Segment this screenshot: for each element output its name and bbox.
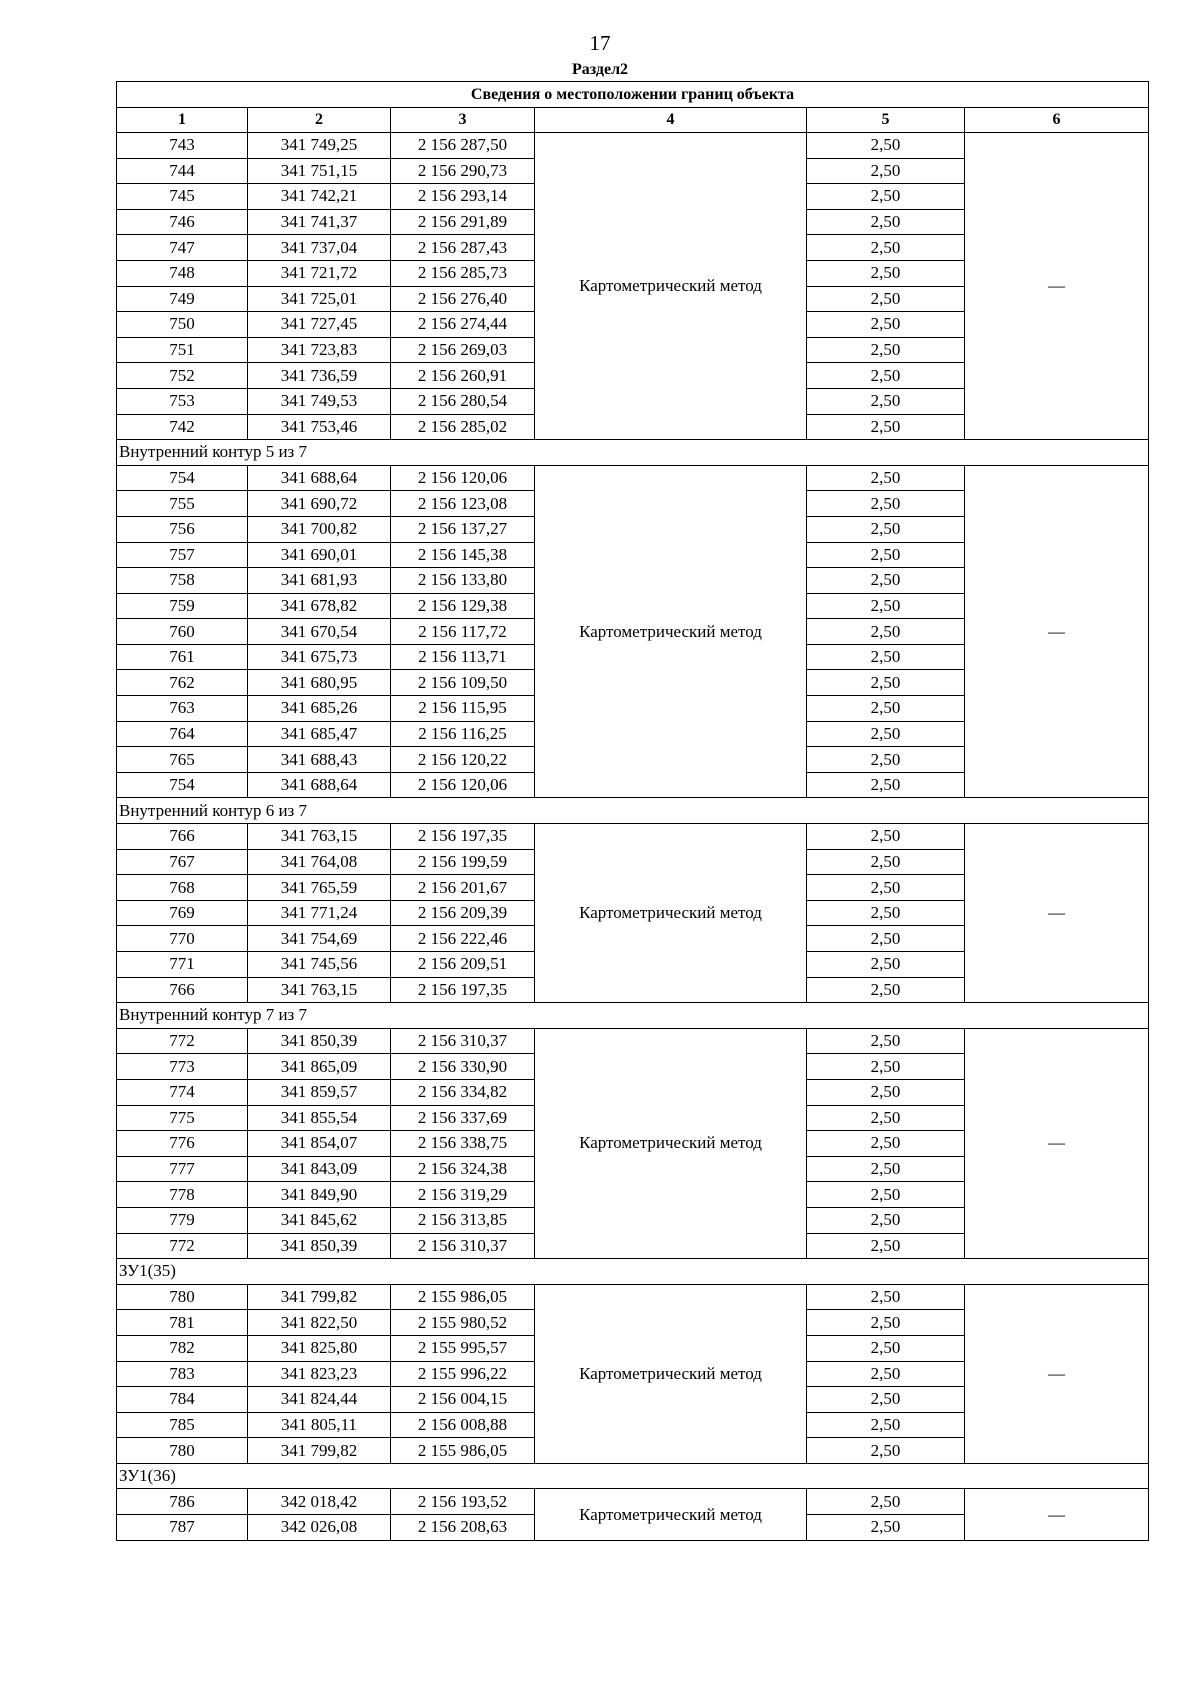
- point-number: 780: [117, 1438, 248, 1464]
- precision-value: 2,50: [807, 696, 965, 722]
- column-6-cell: —: [965, 133, 1149, 440]
- precision-value: 2,50: [807, 1079, 965, 1105]
- point-number: 759: [117, 593, 248, 619]
- coordinate-y: 2 156 313,85: [391, 1207, 535, 1233]
- coordinate-y: 2 156 197,35: [391, 824, 535, 850]
- point-number: 775: [117, 1105, 248, 1131]
- precision-value: 2,50: [807, 312, 965, 338]
- contour-label: Внутренний контур 5 из 7: [117, 440, 1149, 466]
- precision-value: 2,50: [807, 1054, 965, 1080]
- contour-label-row: [117, 1463, 1149, 1489]
- coordinate-y: 2 156 276,40: [391, 286, 535, 312]
- coordinate-x: 341 850,39: [248, 1028, 391, 1054]
- point-number: 762: [117, 670, 248, 696]
- point-number: 747: [117, 235, 248, 261]
- table-row: [117, 1028, 1149, 1054]
- precision-value: 2,50: [807, 337, 965, 363]
- point-number: 765: [117, 747, 248, 773]
- table-row: [117, 133, 1149, 159]
- coordinate-y: 2 156 120,06: [391, 772, 535, 798]
- method-cell: Картометрический метод: [535, 133, 807, 440]
- coordinate-y: 2 156 310,37: [391, 1233, 535, 1259]
- contour-label-row: [117, 1003, 1149, 1029]
- point-number: 763: [117, 696, 248, 722]
- column-header-6: 6: [965, 108, 1149, 133]
- table-row: [117, 1284, 1149, 1310]
- precision-value: 2,50: [807, 184, 965, 210]
- coordinate-x: 341 764,08: [248, 849, 391, 875]
- precision-value: 2,50: [807, 388, 965, 414]
- coordinate-y: 2 156 008,88: [391, 1412, 535, 1438]
- coordinate-x: 341 850,39: [248, 1233, 391, 1259]
- precision-value: 2,50: [807, 977, 965, 1003]
- coordinate-y: 2 156 269,03: [391, 337, 535, 363]
- coordinate-y: 2 156 337,69: [391, 1105, 535, 1131]
- coordinate-x: 341 805,11: [248, 1412, 391, 1438]
- coordinate-x: 341 749,25: [248, 133, 391, 159]
- coordinate-y: 2 156 209,39: [391, 900, 535, 926]
- coordinate-y: 2 156 338,75: [391, 1131, 535, 1157]
- point-number: 767: [117, 849, 248, 875]
- coordinate-y: 2 156 197,35: [391, 977, 535, 1003]
- coordinate-y: 2 155 996,22: [391, 1361, 535, 1387]
- column-6-cell: —: [965, 465, 1149, 798]
- coordinate-y: 2 156 285,02: [391, 414, 535, 440]
- table-row: [117, 1489, 1149, 1515]
- contour-label: ЗУ1(36): [117, 1463, 1149, 1489]
- coordinate-y: 2 156 274,44: [391, 312, 535, 338]
- column-header-4: 4: [535, 108, 807, 133]
- point-number: 766: [117, 977, 248, 1003]
- precision-value: 2,50: [807, 900, 965, 926]
- precision-value: 2,50: [807, 1412, 965, 1438]
- precision-value: 2,50: [807, 1335, 965, 1361]
- table-header-row: [117, 108, 1149, 133]
- coordinate-x: 341 771,24: [248, 900, 391, 926]
- precision-value: 2,50: [807, 1233, 965, 1259]
- precision-value: 2,50: [807, 363, 965, 389]
- point-number: 764: [117, 721, 248, 747]
- coordinate-y: 2 156 260,91: [391, 363, 535, 389]
- coordinate-y: 2 156 209,51: [391, 952, 535, 978]
- coordinate-x: 341 749,53: [248, 388, 391, 414]
- precision-value: 2,50: [807, 1361, 965, 1387]
- coordinate-y: 2 155 995,57: [391, 1335, 535, 1361]
- coordinate-y: 2 156 330,90: [391, 1054, 535, 1080]
- coordinate-y: 2 156 004,15: [391, 1387, 535, 1413]
- point-number: 752: [117, 363, 248, 389]
- coordinate-x: 341 763,15: [248, 824, 391, 850]
- point-number: 768: [117, 875, 248, 901]
- coordinate-x: 341 741,37: [248, 209, 391, 235]
- coordinate-x: 341 753,46: [248, 414, 391, 440]
- precision-value: 2,50: [807, 209, 965, 235]
- point-number: 751: [117, 337, 248, 363]
- point-number: 778: [117, 1182, 248, 1208]
- coordinate-y: 2 156 222,46: [391, 926, 535, 952]
- point-number: 760: [117, 619, 248, 645]
- coordinate-x: 342 026,08: [248, 1515, 391, 1541]
- point-number: 780: [117, 1284, 248, 1310]
- coordinate-y: 2 156 193,52: [391, 1489, 535, 1515]
- point-number: 771: [117, 952, 248, 978]
- method-cell: Картометрический метод: [535, 1028, 807, 1258]
- coordinate-x: 341 843,09: [248, 1156, 391, 1182]
- precision-value: 2,50: [807, 1515, 965, 1541]
- coordinate-y: 2 156 280,54: [391, 388, 535, 414]
- point-number: 755: [117, 491, 248, 517]
- coordinate-y: 2 155 986,05: [391, 1438, 535, 1464]
- point-number: 776: [117, 1131, 248, 1157]
- point-number: 770: [117, 926, 248, 952]
- point-number: 777: [117, 1156, 248, 1182]
- coordinate-x: 341 763,15: [248, 977, 391, 1003]
- precision-value: 2,50: [807, 952, 965, 978]
- point-number: 772: [117, 1028, 248, 1054]
- coordinate-y: 2 156 324,38: [391, 1156, 535, 1182]
- contour-label: Внутренний контур 7 из 7: [117, 1003, 1149, 1029]
- contour-label-row: [117, 440, 1149, 466]
- precision-value: 2,50: [807, 235, 965, 261]
- coordinate-x: 341 678,82: [248, 593, 391, 619]
- coordinate-y: 2 156 129,38: [391, 593, 535, 619]
- point-number: 748: [117, 260, 248, 286]
- coordinate-x: 341 825,80: [248, 1335, 391, 1361]
- point-number: 761: [117, 644, 248, 670]
- point-number: 786: [117, 1489, 248, 1515]
- coordinate-y: 2 156 287,43: [391, 235, 535, 261]
- point-number: 758: [117, 568, 248, 594]
- point-number: 745: [117, 184, 248, 210]
- coordinate-y: 2 156 310,37: [391, 1028, 535, 1054]
- point-number: 783: [117, 1361, 248, 1387]
- coordinate-x: 341 822,50: [248, 1310, 391, 1336]
- point-number: 743: [117, 133, 248, 159]
- coordinate-y: 2 156 116,25: [391, 721, 535, 747]
- coordinate-x: 341 754,69: [248, 926, 391, 952]
- precision-value: 2,50: [807, 1131, 965, 1157]
- column-header-1: 1: [117, 108, 248, 133]
- point-number: 782: [117, 1335, 248, 1361]
- coordinate-y: 2 156 120,06: [391, 465, 535, 491]
- coordinate-x: 341 742,21: [248, 184, 391, 210]
- coordinate-x: 341 765,59: [248, 875, 391, 901]
- coordinate-y: 2 156 291,89: [391, 209, 535, 235]
- coordinate-x: 341 799,82: [248, 1284, 391, 1310]
- precision-value: 2,50: [807, 747, 965, 773]
- column-header-5: 5: [807, 108, 965, 133]
- coordinate-x: 341 685,26: [248, 696, 391, 722]
- contour-label-row: [117, 1259, 1149, 1285]
- coordinate-x: 341 685,47: [248, 721, 391, 747]
- precision-value: 2,50: [807, 926, 965, 952]
- coordinate-x: 342 018,42: [248, 1489, 391, 1515]
- column-header-3: 3: [391, 108, 535, 133]
- precision-value: 2,50: [807, 1284, 965, 1310]
- point-number: 746: [117, 209, 248, 235]
- coordinate-y: 2 155 980,52: [391, 1310, 535, 1336]
- precision-value: 2,50: [807, 849, 965, 875]
- coordinate-x: 341 736,59: [248, 363, 391, 389]
- boundary-table: [116, 81, 1149, 1541]
- coordinate-y: 2 156 133,80: [391, 568, 535, 594]
- precision-value: 2,50: [807, 875, 965, 901]
- column-6-cell: —: [965, 1284, 1149, 1463]
- point-number: 774: [117, 1079, 248, 1105]
- precision-value: 2,50: [807, 644, 965, 670]
- coordinate-x: 341 855,54: [248, 1105, 391, 1131]
- precision-value: 2,50: [807, 1156, 965, 1182]
- coordinate-y: 2 156 334,82: [391, 1079, 535, 1105]
- column-6-cell: —: [965, 1489, 1149, 1540]
- point-number: 744: [117, 158, 248, 184]
- point-number: 769: [117, 900, 248, 926]
- coordinate-x: 341 680,95: [248, 670, 391, 696]
- point-number: 779: [117, 1207, 248, 1233]
- coordinate-y: 2 155 986,05: [391, 1284, 535, 1310]
- precision-value: 2,50: [807, 414, 965, 440]
- coordinate-x: 341 681,93: [248, 568, 391, 594]
- coordinate-x: 341 745,56: [248, 952, 391, 978]
- precision-value: 2,50: [807, 1028, 965, 1054]
- precision-value: 2,50: [807, 260, 965, 286]
- coordinate-y: 2 156 287,50: [391, 133, 535, 159]
- coordinate-y: 2 156 208,63: [391, 1515, 535, 1541]
- coordinate-y: 2 156 293,14: [391, 184, 535, 210]
- coordinate-y: 2 156 113,71: [391, 644, 535, 670]
- point-number: 757: [117, 542, 248, 568]
- coordinate-y: 2 156 137,27: [391, 516, 535, 542]
- coordinate-x: 341 690,01: [248, 542, 391, 568]
- precision-value: 2,50: [807, 619, 965, 645]
- table-row: [117, 824, 1149, 850]
- precision-value: 2,50: [807, 1310, 965, 1336]
- precision-value: 2,50: [807, 1387, 965, 1413]
- precision-value: 2,50: [807, 772, 965, 798]
- precision-value: 2,50: [807, 465, 965, 491]
- column-6-cell: —: [965, 824, 1149, 1003]
- table-row: [117, 465, 1149, 491]
- coordinate-x: 341 721,72: [248, 260, 391, 286]
- precision-value: 2,50: [807, 286, 965, 312]
- coordinate-x: 341 700,82: [248, 516, 391, 542]
- point-number: 785: [117, 1412, 248, 1438]
- coordinate-y: 2 156 109,50: [391, 670, 535, 696]
- section-label: Раздел2: [571, 61, 629, 78]
- precision-value: 2,50: [807, 721, 965, 747]
- coordinate-y: 2 156 123,08: [391, 491, 535, 517]
- coordinate-x: 341 799,82: [248, 1438, 391, 1464]
- coordinate-y: 2 156 290,73: [391, 158, 535, 184]
- coordinate-x: 341 688,64: [248, 772, 391, 798]
- precision-value: 2,50: [807, 1207, 965, 1233]
- coordinate-y: 2 156 285,73: [391, 260, 535, 286]
- column-6-cell: —: [965, 1028, 1149, 1258]
- coordinate-y: 2 156 199,59: [391, 849, 535, 875]
- coordinate-x: 341 845,62: [248, 1207, 391, 1233]
- precision-value: 2,50: [807, 491, 965, 517]
- coordinate-y: 2 156 319,29: [391, 1182, 535, 1208]
- precision-value: 2,50: [807, 1489, 965, 1515]
- coordinate-y: 2 156 145,38: [391, 542, 535, 568]
- point-number: 750: [117, 312, 248, 338]
- precision-value: 2,50: [807, 516, 965, 542]
- column-header-2: 2: [248, 108, 391, 133]
- precision-value: 2,50: [807, 593, 965, 619]
- method-cell: Картометрический метод: [535, 824, 807, 1003]
- point-number: 766: [117, 824, 248, 850]
- point-number: 784: [117, 1387, 248, 1413]
- precision-value: 2,50: [807, 568, 965, 594]
- method-cell: Картометрический метод: [535, 1284, 807, 1463]
- coordinate-x: 341 725,01: [248, 286, 391, 312]
- coordinate-x: 341 859,57: [248, 1079, 391, 1105]
- coordinate-x: 341 737,04: [248, 235, 391, 261]
- coordinate-x: 341 854,07: [248, 1131, 391, 1157]
- table-title: Сведения о местоположении границ объекта: [117, 82, 1149, 108]
- precision-value: 2,50: [807, 1182, 965, 1208]
- coordinate-y: 2 156 115,95: [391, 696, 535, 722]
- point-number: 749: [117, 286, 248, 312]
- point-number: 773: [117, 1054, 248, 1080]
- precision-value: 2,50: [807, 1105, 965, 1131]
- point-number: 753: [117, 388, 248, 414]
- precision-value: 2,50: [807, 133, 965, 159]
- coordinate-x: 341 823,23: [248, 1361, 391, 1387]
- precision-value: 2,50: [807, 158, 965, 184]
- point-number: 787: [117, 1515, 248, 1541]
- contour-label-row: [117, 798, 1149, 824]
- page-number: 17: [589, 31, 611, 55]
- method-cell: Картометрический метод: [535, 1489, 807, 1540]
- coordinate-x: 341 865,09: [248, 1054, 391, 1080]
- point-number: 772: [117, 1233, 248, 1259]
- point-number: 756: [117, 516, 248, 542]
- precision-value: 2,50: [807, 824, 965, 850]
- point-number: 742: [117, 414, 248, 440]
- coordinate-x: 341 849,90: [248, 1182, 391, 1208]
- coordinate-x: 341 688,64: [248, 465, 391, 491]
- coordinate-x: 341 824,44: [248, 1387, 391, 1413]
- point-number: 781: [117, 1310, 248, 1336]
- table-title-row: [117, 82, 1149, 108]
- coordinate-x: 341 688,43: [248, 747, 391, 773]
- precision-value: 2,50: [807, 670, 965, 696]
- coordinate-y: 2 156 201,67: [391, 875, 535, 901]
- precision-value: 2,50: [807, 1438, 965, 1464]
- coordinate-x: 341 690,72: [248, 491, 391, 517]
- boundary-table-body: [117, 82, 1149, 1541]
- coordinate-y: 2 156 117,72: [391, 619, 535, 645]
- coordinate-y: 2 156 120,22: [391, 747, 535, 773]
- contour-label: ЗУ1(35): [117, 1259, 1149, 1285]
- point-number: 754: [117, 772, 248, 798]
- method-cell: Картометрический метод: [535, 465, 807, 798]
- coordinate-x: 341 670,54: [248, 619, 391, 645]
- coordinate-x: 341 727,45: [248, 312, 391, 338]
- coordinate-x: 341 751,15: [248, 158, 391, 184]
- contour-label: Внутренний контур 6 из 7: [117, 798, 1149, 824]
- point-number: 754: [117, 465, 248, 491]
- precision-value: 2,50: [807, 542, 965, 568]
- coordinate-x: 341 675,73: [248, 644, 391, 670]
- coordinate-x: 341 723,83: [248, 337, 391, 363]
